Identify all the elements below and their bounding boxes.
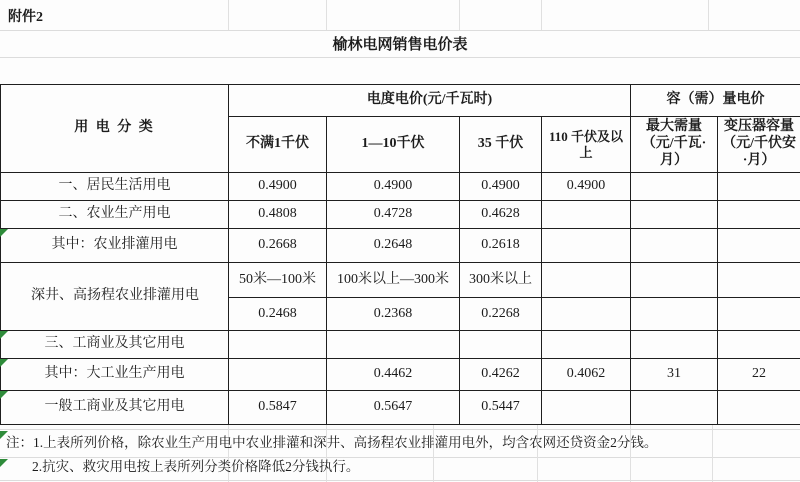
row-label-industry-commerce: 三、工商业及其它用电 bbox=[1, 331, 229, 359]
price-cell: 0.4900 bbox=[460, 173, 542, 201]
price-cell bbox=[327, 331, 460, 359]
row-label-residential: 一、居民生活用电 bbox=[1, 173, 229, 201]
price-cell bbox=[631, 229, 718, 263]
table-row bbox=[1, 263, 800, 298]
price-cell bbox=[631, 173, 718, 201]
row-label-agri-irrigation: 其中：农业排灌用电 bbox=[1, 229, 229, 263]
electricity-price-table bbox=[0, 84, 800, 425]
row-label-agriculture: 二、农业生产用电 bbox=[1, 201, 229, 229]
price-cell: 0.5847 bbox=[229, 391, 327, 425]
price-cell: 0.2668 bbox=[229, 229, 327, 263]
price-cell: 0.2648 bbox=[327, 229, 460, 263]
price-cell: 22 bbox=[718, 359, 800, 391]
empty-cell bbox=[631, 263, 718, 298]
price-cell bbox=[718, 331, 800, 359]
header-capacity-price-group: 容（需）量电价 bbox=[631, 85, 800, 117]
depth-range-cell: 300米以上 bbox=[460, 263, 542, 298]
table-row bbox=[1, 173, 800, 201]
table-row bbox=[1, 229, 800, 263]
table-row bbox=[1, 359, 800, 391]
header-classification: 用 电 分 类 bbox=[1, 85, 229, 173]
row-label-large-industry: 其中：大工业生产用电 bbox=[1, 359, 229, 391]
footnotes bbox=[6, 431, 798, 479]
price-cell: 0.2268 bbox=[460, 298, 542, 331]
price-cell: 0.4628 bbox=[460, 201, 542, 229]
price-cell: 0.5647 bbox=[327, 391, 460, 425]
header-max-demand: 最大需量（元/千瓦·月） bbox=[631, 117, 718, 173]
price-cell: 0.4262 bbox=[460, 359, 542, 391]
sheet-gridline bbox=[459, 0, 460, 30]
price-cell: 0.4900 bbox=[542, 173, 631, 201]
table-row bbox=[1, 331, 800, 359]
price-cell: 0.2368 bbox=[327, 298, 460, 331]
attachment-label: 附件2 bbox=[8, 10, 43, 25]
price-cell bbox=[542, 391, 631, 425]
price-cell bbox=[718, 173, 800, 201]
empty-cell bbox=[631, 298, 718, 331]
page-title: 榆林电网销售电价表 bbox=[332, 37, 468, 53]
price-cell bbox=[718, 391, 800, 425]
price-cell bbox=[631, 391, 718, 425]
header-transformer-capacity: 变压器容量（元/千伏安·月） bbox=[718, 117, 800, 173]
price-cell: 0.4728 bbox=[327, 201, 460, 229]
table-row bbox=[1, 391, 800, 425]
cell-error-indicator-icon bbox=[0, 359, 8, 367]
price-cell bbox=[229, 331, 327, 359]
header-35kv: 35 千伏 bbox=[460, 117, 542, 173]
sheet-gridline bbox=[0, 429, 800, 430]
price-cell bbox=[542, 331, 631, 359]
empty-cell bbox=[718, 298, 800, 331]
sheet-gridline bbox=[0, 30, 800, 31]
sheet-gridline bbox=[541, 0, 542, 30]
header-energy-price-group: 电度电价(元/千瓦时) bbox=[229, 85, 631, 117]
header-under-1kv: 不满1千伏 bbox=[229, 117, 327, 173]
empty-cell bbox=[718, 263, 800, 298]
row-label-deep-well: 深井、高扬程农业排灌用电 bbox=[1, 263, 229, 331]
header-1-10kv: 1—10千伏 bbox=[327, 117, 460, 173]
footnote-1: 注：1.上表所列价格，除农业生产用电中农业排灌和深井、高扬程农业排灌用电外，均含农网还贷资金2分钱。 bbox=[6, 435, 658, 450]
cell-error-indicator-icon bbox=[0, 229, 8, 237]
cell-error-indicator-icon bbox=[0, 331, 8, 339]
price-cell bbox=[229, 359, 327, 391]
price-cell: 31 bbox=[631, 359, 718, 391]
price-cell: 0.5447 bbox=[460, 391, 542, 425]
price-cell bbox=[542, 201, 631, 229]
price-cell bbox=[631, 331, 718, 359]
price-cell bbox=[631, 201, 718, 229]
sheet-gridline bbox=[708, 0, 709, 30]
sheet-gridline bbox=[228, 0, 229, 30]
price-cell: 0.4900 bbox=[229, 173, 327, 201]
row-label-general-commerce: 一般工商业及其它用电 bbox=[1, 391, 229, 425]
price-cell: 0.4462 bbox=[327, 359, 460, 391]
table-row bbox=[1, 201, 800, 229]
price-cell: 0.4062 bbox=[542, 359, 631, 391]
footnote-2: 2.抗灾、救灾用电按上表所列分类价格降低2分钱执行。 bbox=[32, 459, 360, 474]
empty-cell bbox=[542, 298, 631, 331]
price-cell: 0.4808 bbox=[229, 201, 327, 229]
price-cell bbox=[718, 201, 800, 229]
sheet-gridline bbox=[326, 0, 327, 30]
price-cell bbox=[542, 229, 631, 263]
header-110kv-up: 110 千伏及以上 bbox=[542, 117, 631, 173]
price-cell: 0.4900 bbox=[327, 173, 460, 201]
cell-error-indicator-icon bbox=[0, 391, 8, 399]
price-cell bbox=[460, 331, 542, 359]
sheet-gridline bbox=[0, 57, 800, 58]
price-cell bbox=[718, 229, 800, 263]
empty-cell bbox=[542, 263, 631, 298]
price-cell: 0.2468 bbox=[229, 298, 327, 331]
sheet-gridline bbox=[0, 480, 800, 481]
depth-range-cell: 100米以上—300米 bbox=[327, 263, 460, 298]
price-cell: 0.2618 bbox=[460, 229, 542, 263]
depth-range-cell: 50米—100米 bbox=[229, 263, 327, 298]
